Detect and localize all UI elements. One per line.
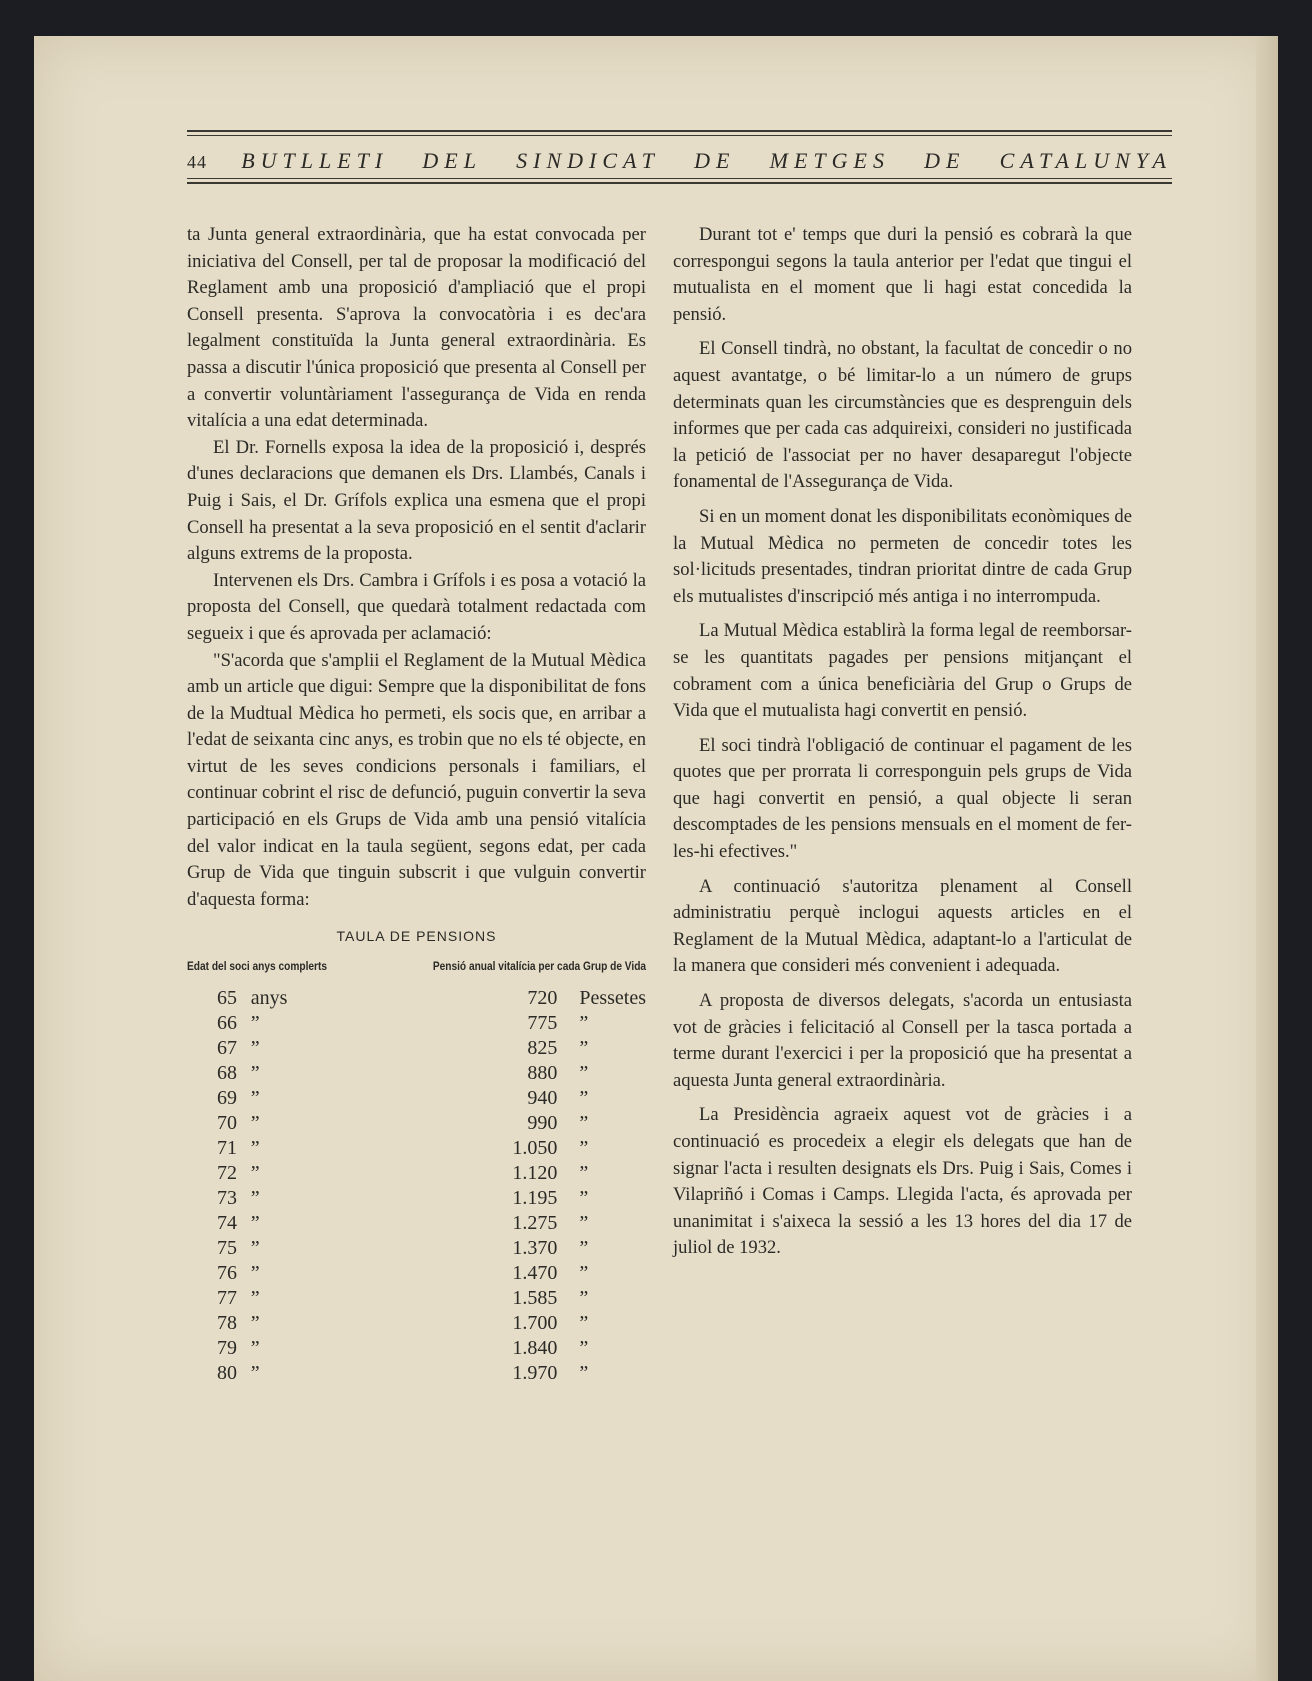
table-cell-age: 72: [217, 1161, 237, 1184]
table-cell-age: 80: [217, 1361, 237, 1384]
table-cell-age-unit: ”: [250, 1036, 260, 1059]
table-row: [187, 1336, 646, 1361]
table-cell-amount: 1.370: [512, 1236, 558, 1259]
table-cell-amount-unit: ”: [579, 1236, 589, 1259]
table-header-age: Edat del soci anys complerts: [187, 959, 328, 974]
pension-table: [187, 986, 646, 1386]
table-cell-amount: 825: [527, 1036, 558, 1059]
table-cell-amount-unit: ”: [579, 1311, 589, 1334]
paragraph: Si en un moment donat les disponibilitats econòmiques de la Mutual Mèdica no permeten de concedir totes les sol·licituds presentades, tindran prioritat dintre de cada Grup els mutualistes d'inscripció més antiga i no interrompuda.: [673, 505, 1132, 607]
table-row: [187, 1061, 646, 1086]
table-title: TAULA DE PENSIONS: [336, 928, 497, 945]
table-row: [187, 1161, 646, 1186]
paragraph: Durant tot e' temps que duri la pensió es cobrarà la que correspongui segons la taula anterior per l'edat que tingui el mutualista en el moment que li hagi estat concedida la pensió.: [673, 224, 1132, 325]
table-cell-age: 68: [217, 1061, 237, 1084]
paragraph: ta Junta general extraordinària, que ha estat convocada per iniciativa del Consell, per tal de proposar la modificació del Reglament amb una proposició d'ampliació que el propi Consell presenta. S'aprova la convocatòria i es dec'ara legalment constituïda la Junta general extraordinària. Es passa a discutir l'única proposició que presenta al Consell per a convertir voluntàriament l'assegurança de Vida en renda vitalícia a una edat determinada.: [187, 224, 646, 432]
table-row: [187, 1311, 646, 1336]
table-cell-age: 74: [217, 1211, 237, 1234]
table-cell-age-unit: ”: [250, 1336, 260, 1359]
document-page: [34, 36, 1278, 1681]
paragraph: El Consell tindrà, no obstant, la facultat de concedir o no aquest avantatge, o bé limitar-lo a un número de grups determinats quan les circumstàncies que es desprenguin dels informes que per cada cas adquireixi, consideri no justificada la petició de l'associat per no haver desaparegut l'objecte fonamental de l'Assegurança de Vida.: [673, 338, 1132, 493]
left-column: [187, 222, 646, 1386]
paragraph: A proposta de diversos delegats, s'acorda un entusiasta vot de gràcies i felicitació al Consell per la tasca portada a terme durant l'exercici i per la proposició que ha presentat a aquesta Junta general extraordinària.: [673, 990, 1132, 1091]
table-cell-amount: 940: [527, 1086, 558, 1109]
table-cell-amount: 1.470: [512, 1261, 558, 1284]
table-cell-amount-unit: ”: [579, 1336, 589, 1359]
table-cell-age: 73: [217, 1186, 237, 1209]
table-row: [187, 1136, 646, 1161]
table-cell-amount: 720: [527, 986, 558, 1009]
table-cell-amount-unit: ”: [579, 1361, 589, 1384]
table-cell-age: 76: [217, 1261, 237, 1284]
table-cell-amount: 1.275: [512, 1211, 558, 1234]
table-row: [187, 1011, 646, 1036]
header-word: BUTLLETI: [241, 148, 389, 173]
table-cell-amount-unit: ”: [579, 1036, 589, 1059]
paragraph: El soci tindrà l'obligació de continuar el pagament de les quotes que per prorrata li corresponguin pels grups de Vida que hagi convertit en pensió, a qual objecte li seran descomptades de les pensions mensuals en el moment de fer-les-hi efectives.": [673, 734, 1132, 863]
table-cell-age: 67: [217, 1036, 237, 1059]
table-row: [187, 1186, 646, 1211]
table-cell-age-unit: ”: [250, 1361, 260, 1384]
table-cell-age: 70: [217, 1111, 237, 1134]
table-cell-amount: 990: [527, 1111, 558, 1134]
table-cell-age-unit: ”: [250, 1261, 260, 1284]
table-headers: [187, 953, 646, 980]
table-row: [187, 1361, 646, 1386]
table-cell-age-unit: ”: [250, 1286, 260, 1309]
table-header-amount: Pensió anual vitalícia per cada Grup de Vida: [432, 959, 646, 974]
table-cell-amount-unit: ”: [579, 1186, 589, 1209]
table-cell-age: 66: [217, 1011, 237, 1034]
table-cell-age-unit: anys: [250, 986, 288, 1009]
table-row: [187, 1286, 646, 1311]
table-cell-amount: 775: [527, 1011, 558, 1034]
table-cell-amount: 1.585: [512, 1286, 558, 1309]
table-cell-amount-unit: ”: [579, 1211, 589, 1234]
header-word: DE: [694, 148, 736, 173]
paragraph: La Presidència agraeix aquest vot de gràcies i a continuació es procedeix a elegir els delegats que han de signar l'acta i resulten designats els Drs. Puig i Sais, Comes i Vilapriñó i Comas i Camps. Llegida l'acta, és aprovada per unanimitat i s'aixeca la sessió a les 13 hores del dia 17 de juliol de 1932.: [673, 1104, 1132, 1259]
table-cell-amount-unit: ”: [579, 1161, 589, 1184]
header-word: METGES: [769, 148, 890, 173]
page-edge: [1256, 36, 1278, 1681]
table-cell-amount: 1.970: [512, 1361, 558, 1384]
table-row: [187, 1261, 646, 1286]
table-cell-age: 79: [217, 1336, 237, 1359]
paragraph: Intervenen els Drs. Cambra i Grífols i es posa a votació la proposta del Consell, que quedarà totalment redactada com segueix i que és aprovada per aclamació:: [187, 569, 646, 644]
table-cell-amount-unit: ”: [579, 1011, 589, 1034]
table-row: [187, 1086, 646, 1111]
table-cell-amount: 1.840: [512, 1336, 558, 1359]
paragraph: El Dr. Fornells exposa la idea de la proposició i, després d'unes declaracions que demanen els Drs. Llambés, Canals i Puig i Sais, el Dr. Grífols explica una esmena que el propi Consell ha presentat a la seva proposició en el sentit d'aclarir alguns extrems de la proposta.: [187, 436, 646, 565]
table-cell-age: 65: [217, 986, 237, 1009]
table-cell-age-unit: ”: [250, 1061, 260, 1084]
header-rule-bottom: [187, 182, 1172, 184]
table-cell-amount: 1.120: [512, 1161, 558, 1184]
header-word: DEL: [422, 148, 482, 173]
table-cell-age: 75: [217, 1236, 237, 1259]
table-cell-age-unit: ”: [250, 1186, 260, 1209]
table-cell-age: 69: [217, 1086, 237, 1109]
table-row: [187, 986, 646, 1011]
table-cell-amount-unit: Pessetes: [579, 986, 646, 1009]
table-row: [187, 1236, 646, 1261]
table-cell-amount-unit: ”: [579, 1061, 589, 1084]
table-cell-amount: 1.050: [512, 1136, 558, 1159]
table-cell-age-unit: ”: [250, 1136, 260, 1159]
header-word: DE: [924, 148, 966, 173]
table-cell-amount: 880: [527, 1061, 558, 1084]
table-cell-amount: 1.195: [512, 1186, 558, 1209]
table-cell-age: 71: [217, 1136, 237, 1159]
table-cell-amount-unit: ”: [579, 1111, 589, 1134]
table-cell-age: 78: [217, 1311, 237, 1334]
header-rule-bottom-thin: [187, 178, 1172, 179]
right-column: [673, 222, 1132, 1270]
header-rule-top: [187, 130, 1172, 132]
table-cell-age-unit: ”: [250, 1111, 260, 1134]
header-word: SINDICAT: [516, 148, 660, 173]
paragraph: "S'acorda que s'amplii el Reglament de la Mutual Mèdica amb un article que digui: Sempre que la disponibilitat de fons de la Mudtual Mèdica ho permeti, els socis que, en arribar a l'edat de seixanta cinc anys, es trobin que no els té objecte, en virtut de les seves condicions personals i familiars, el continuar cobrint el risc de defunció, puguin convertir la seva participació en els Grups de Vida amb una pensió vitalícia del valor indicat en la taula següent, segons edat, per cada Grup de Vida que tinguin subscrit i que vulguin convertir d'aquesta forma:: [187, 649, 646, 910]
page-number: 44: [187, 152, 207, 172]
paragraph: La Mutual Mèdica establirà la forma legal de reemborsar-se les quantitats pagades per pensions mitjançant el cobrament com a única beneficiària del Grup o Grups de Vida que el mutualista hagi convertit en pensió.: [673, 620, 1132, 722]
table-cell-age-unit: ”: [250, 1311, 260, 1334]
header-rule-top-thin: [187, 135, 1172, 136]
table-cell-amount-unit: ”: [579, 1086, 589, 1109]
table-cell-age-unit: ”: [250, 1211, 260, 1234]
running-header: [187, 130, 1172, 216]
table-cell-amount-unit: ”: [579, 1286, 589, 1309]
header-word: CATALUNYA: [999, 148, 1172, 173]
pension-table-block: [187, 923, 646, 1385]
table-cell-age-unit: ”: [250, 1086, 260, 1109]
header-title: [187, 148, 1172, 174]
table-cell-amount-unit: ”: [579, 1136, 589, 1159]
table-cell-age-unit: ”: [250, 1236, 260, 1259]
table-cell-age-unit: ”: [250, 1011, 260, 1034]
table-cell-age: 77: [217, 1286, 237, 1309]
table-cell-age-unit: ”: [250, 1161, 260, 1184]
table-row: [187, 1036, 646, 1061]
table-row: [187, 1111, 646, 1136]
table-cell-amount-unit: ”: [579, 1261, 589, 1284]
table-row: [187, 1211, 646, 1236]
paragraph: A continuació s'autoritza plenament al Consell administratiu perquè inclogui aquests articles en el Reglament de la Mutual Mèdica, adaptant-lo a l'articulat de la manera que consideri més convenient i adequada.: [673, 875, 1132, 977]
table-cell-amount: 1.700: [512, 1311, 558, 1334]
